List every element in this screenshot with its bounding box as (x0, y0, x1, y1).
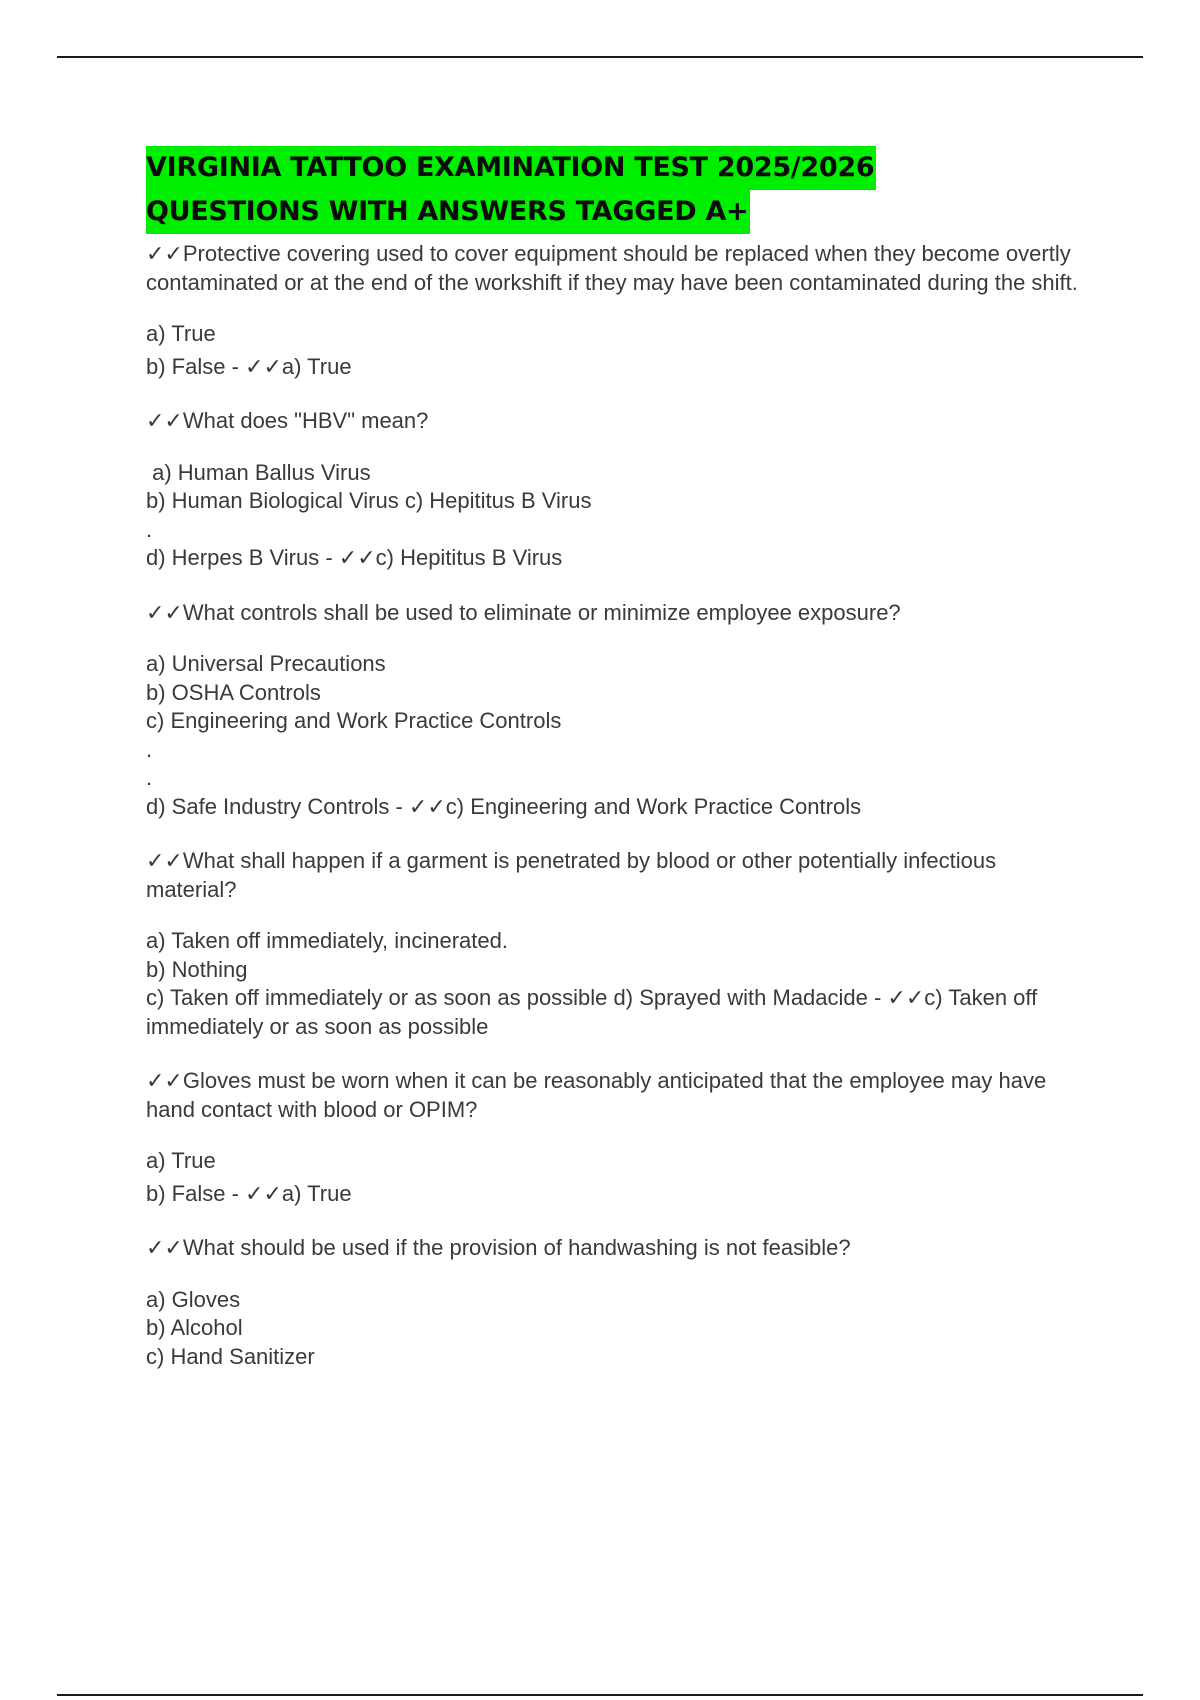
question-5 (146, 1067, 1086, 1208)
question-3 (146, 599, 1086, 822)
option-a: a) Taken off immediately, incinerated. (146, 928, 508, 953)
question-2 (146, 407, 1086, 573)
option-a: a) Human Ballus Virus (146, 459, 371, 485)
question-4 (146, 847, 1086, 1041)
option-a: a) Universal Precautions (146, 651, 386, 676)
question-text: ✓✓What controls shall be used to eliminate or minimize employee exposure? (146, 599, 901, 625)
option-a: a) Gloves (146, 1286, 241, 1312)
question-text: ✓✓What should be used if the provision of handwashing is not feasible? (146, 1235, 851, 1260)
question-text: ✓✓What shall happen if a garment is penetrated by blood or other potentially infectious material? (146, 848, 1003, 902)
option-c: c) Engineering and Work Practice Controls (146, 708, 562, 733)
separator-dot: . (146, 736, 153, 762)
option-b: b) Alcohol (146, 1315, 243, 1340)
question-6 (146, 1234, 1086, 1371)
question-text: ✓✓What does "HBV" mean? (146, 408, 429, 433)
separator-dot: . (146, 765, 153, 790)
header-rule (57, 56, 1143, 58)
option-d-answer: d) Safe Industry Controls - ✓✓c) Engineering and Work Practice Controls (146, 793, 862, 819)
question-text: ✓✓Gloves must be worn when it can be reasonably anticipated that the employee may have hand contact with blood or OPIM? (146, 1068, 1053, 1122)
option-c: c) Hand Sanitizer (146, 1343, 315, 1369)
question-1 (146, 240, 1086, 381)
question-text: ✓✓Protective covering used to cover equipment should be replaced when they become overtly contaminated or at the end of the workshift if they may have been contaminated during the shift. (146, 241, 1078, 295)
option-b-answer: b) False - ✓✓a) True (146, 353, 352, 379)
separator-dot: . (146, 516, 153, 542)
document-title (146, 146, 1086, 234)
option-a: a) True (146, 1148, 216, 1173)
footer-rule (57, 1694, 1143, 1696)
document-body (146, 146, 1086, 1371)
option-b-c: b) Human Biological Virus c) Hepititus B Virus (146, 488, 592, 513)
option-c-d-answer: c) Taken off immediately or as soon as possible d) Sprayed with Madacide - ✓✓c) Taken off immediately or as soon as possible (146, 985, 1044, 1039)
option-b-answer: b) False - ✓✓a) True (146, 1180, 352, 1206)
option-b: b) OSHA Controls (146, 679, 321, 705)
title-line-2: QUESTIONS WITH ANSWERS TAGGED A+ (146, 190, 750, 234)
option-d-answer: d) Herpes B Virus - ✓✓c) Hepititus B Virus (146, 545, 563, 570)
title-line-1: VIRGINIA TATTOO EXAMINATION TEST 2025/2026 (146, 146, 876, 190)
option-b: b) Nothing (146, 956, 248, 982)
option-a: a) True (146, 321, 216, 346)
